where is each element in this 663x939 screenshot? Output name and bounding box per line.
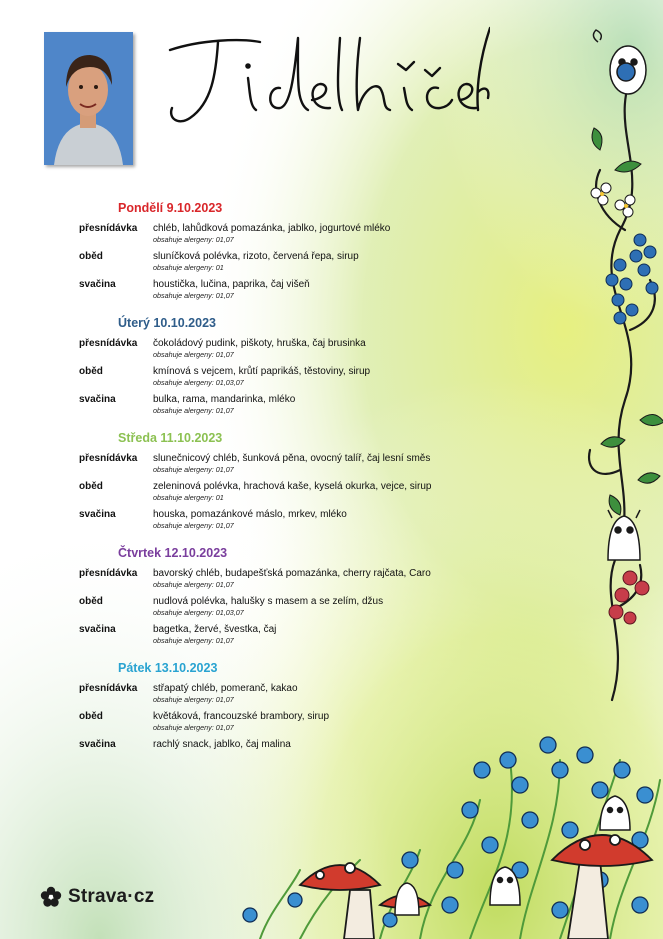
meal-row: [79, 738, 499, 766]
meal-row: [79, 250, 499, 278]
meal-row: [79, 623, 499, 651]
meal-row: [79, 278, 499, 306]
weekly-menu: [79, 200, 499, 775]
day-section: [79, 315, 499, 421]
meal-name: přesnídávka: [79, 453, 138, 464]
meal-row: [79, 567, 499, 595]
meal-allergens: obsahuje alergeny: 01: [153, 493, 224, 502]
portrait-illustration: [44, 32, 133, 165]
meal-description: čokoládový pudink, piškoty, hruška, čaj brusinka: [153, 338, 366, 349]
meal-description: kmínová s vejcem, krůtí paprikáš, těstoviny, sirup: [153, 366, 371, 377]
day-section: [79, 660, 499, 766]
meal-description: houstička, lučina, paprika, čaj višeň: [153, 279, 310, 290]
meal-allergens: obsahuje alergeny: 01,07: [153, 695, 234, 704]
meal-allergens: obsahuje alergeny: 01,03,07: [153, 378, 244, 387]
day-title: Čtvrtek 12.10.2023: [118, 546, 228, 560]
meal-allergens: obsahuje alergeny: 01,07: [153, 350, 234, 359]
logo-text: Strava·cz: [68, 886, 155, 907]
meal-description: chléb, lahůdková pomazánka, jablko, jogurtové mléko: [153, 223, 391, 234]
meal-allergens: obsahuje alergeny: 01,07: [153, 465, 234, 474]
meal-description: bulka, rama, mandarinka, mléko: [153, 394, 296, 405]
meal-allergens: obsahuje alergeny: 01,07: [153, 636, 234, 645]
meal-row: [79, 710, 499, 738]
meal-name: přesnídávka: [79, 568, 138, 579]
meal-description: sluníčková polévka, rizoto, červená řepa, sirup: [153, 251, 359, 262]
meal-description: střapatý chléb, pomeranč, kakao: [153, 683, 298, 694]
meal-allergens: obsahuje alergeny: 01: [153, 263, 224, 272]
day-title: Úterý 10.10.2023: [118, 316, 216, 330]
strava-logo[interactable]: [40, 884, 154, 910]
meal-name: přesnídávka: [79, 683, 138, 694]
meal-description: květáková, francouzské brambory, sirup: [153, 711, 330, 722]
meal-name: oběd: [79, 596, 103, 607]
meal-name: svačina: [79, 509, 116, 520]
day-title: Středa 11.10.2023: [118, 431, 223, 445]
meal-allergens: obsahuje alergeny: 01,07: [153, 580, 234, 589]
meal-name: svačina: [79, 739, 116, 750]
meal-row: [79, 365, 499, 393]
meal-name: svačina: [79, 279, 116, 290]
title-script-graphic: [160, 18, 490, 138]
day-title: Pondělí 9.10.2023: [118, 201, 223, 215]
meal-row: [79, 393, 499, 421]
flower-logo-icon: [40, 886, 62, 908]
meal-row: [79, 682, 499, 710]
meal-name: přesnídávka: [79, 223, 138, 234]
day-section: [79, 200, 499, 306]
profile-photo: [44, 32, 133, 165]
meal-description: bagetka, žervé, švestka, čaj: [153, 624, 277, 635]
meal-allergens: obsahuje alergeny: 01,07: [153, 235, 234, 244]
day-title: Pátek 13.10.2023: [118, 661, 218, 675]
meal-allergens: obsahuje alergeny: 01,07: [153, 406, 234, 415]
meal-row: [79, 508, 499, 536]
day-section: [79, 430, 499, 536]
meal-description: rachlý snack, jablko, čaj malina: [153, 739, 291, 750]
meal-name: oběd: [79, 366, 103, 377]
meal-allergens: obsahuje alergeny: 01,03,07: [153, 608, 244, 617]
meal-name: přesnídávka: [79, 338, 138, 349]
meal-name: oběd: [79, 711, 103, 722]
meal-description: houska, pomazánkové máslo, mrkev, mléko: [153, 509, 347, 520]
meal-row: [79, 452, 499, 480]
meal-allergens: obsahuje alergeny: 01,07: [153, 291, 234, 300]
meal-name: oběd: [79, 481, 103, 492]
day-section: [79, 545, 499, 651]
meal-allergens: obsahuje alergeny: 01,07: [153, 521, 234, 530]
meal-row: [79, 222, 499, 250]
meal-row: [79, 595, 499, 623]
meal-description: nudlová polévka, halušky s masem a se zelím, džus: [153, 596, 384, 607]
meal-row: [79, 337, 499, 365]
meal-allergens: obsahuje alergeny: 01,07: [153, 723, 234, 732]
meal-name: svačina: [79, 624, 116, 635]
page-title: [160, 18, 490, 138]
meal-name: oběd: [79, 251, 103, 262]
meal-description: bavorský chléb, budapešťská pomazánka, cherry rajčata, Caro: [153, 568, 431, 579]
meal-description: slunečnicový chléb, šunková pěna, ovocný talíř, čaj lesní směs: [153, 453, 431, 464]
meal-name: svačina: [79, 394, 116, 405]
meal-description: zeleninová polévka, hrachová kaše, kyselá okurka, vejce, sirup: [153, 481, 432, 492]
meal-row: [79, 480, 499, 508]
